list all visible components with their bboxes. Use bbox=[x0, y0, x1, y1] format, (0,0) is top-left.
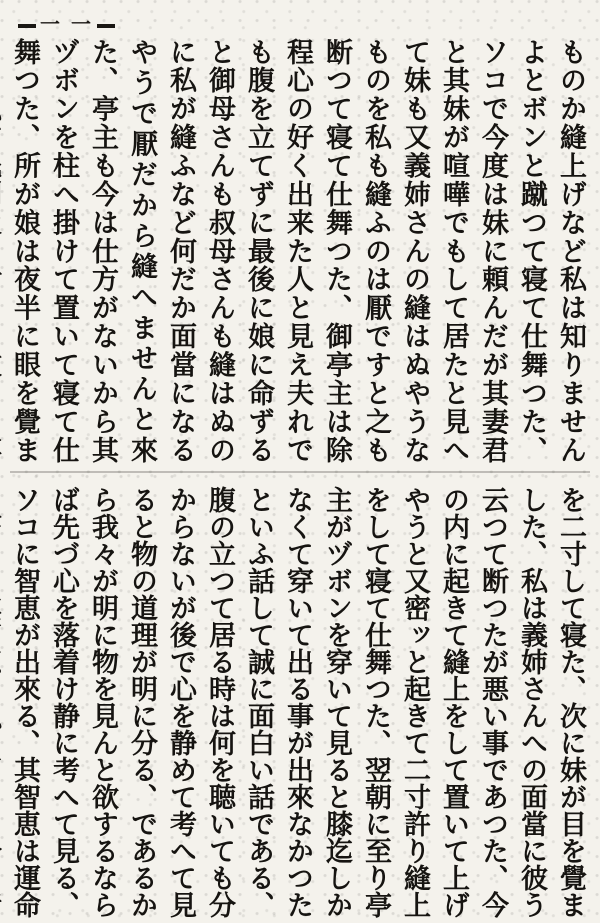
lower-text-block: を二寸して寝た、次に妹が目を覺ました、私は義姉さんへの面當に彼う云つて断つたが悪い事であつた、今の内に起きて縫上をして置いて上げやうと又密ッと起きて二寸許り縫上をして寝て仕舞つた、翌朝に至り亭主がヅボンを穿いて見ると膝迄しかなくて穿いて出る事が出來なかつたといふ話して誠に面白い話である、腹の立つて居る時は何を聴いても分からないが後で心を静めて考へて見ると物の道理が明に分る、であるから我々が明に物を見んと欲するならば先づ心を落着け静に考へて見る、ソコに智恵が出來る、其智恵は運命 bbox=[9, 486, 586, 918]
section-divider bbox=[10, 471, 590, 473]
page-number: 一 一 bbox=[14, 8, 119, 37]
upper-text-block: ものか縫上げなど私は知りませんよとボンと蹴つて寝て仕舞つた、ソコで今度は妹に頼んだが其妻君と其妹が喧嘩でもして居たと見へて妹も又義姉さんの縫はぬやうなものを私も縫ふのは厭ですと之も断つて寝て仕舞つた、御亭主は除程心の好く出来た人と見え夫れでも腹を立てずに最後に娘に命ずると御母さんも叔母さんも縫はぬのに私が縫ふなど何だか面當になるやうで厭だから縫へませんと來た、亭主も今は仕方がないから其ヅボンを柱へ掛けて置いて寝て仕舞つた、所が娘は夜半に眼を覺ま bbox=[9, 38, 586, 463]
